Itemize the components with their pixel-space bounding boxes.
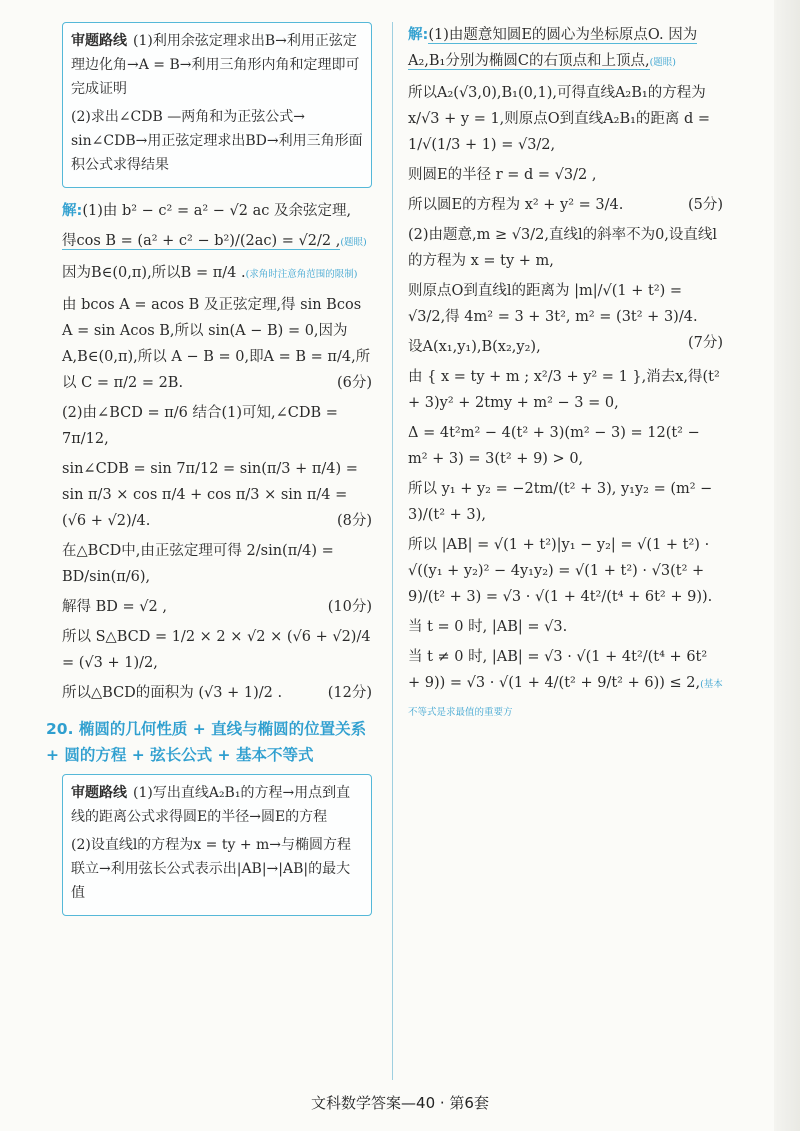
score-mark: (12分) [327, 685, 372, 701]
solution-line: 当 t ≠ 0 时, |AB| = √3 · √(1 + 4t²/(t⁴ + 6t² + 9)) = √3 · √(1 + 4/(t² + 9/t² + 6)) ≤ 2, [408, 649, 708, 691]
left-column [46, 22, 372, 926]
annotation-note: (题眼) [340, 237, 367, 248]
solution-line: 解得 BD = √2 , [62, 599, 167, 615]
right-column [408, 22, 723, 730]
page-footer: 文科数学答案—40 · 第6套 [311, 1094, 489, 1112]
box-line: (2)求出∠CDB —两角和为正弦公式→ sin∠CDB→用正弦定理求出BD→利用三角形面积公式求得结果 [71, 109, 363, 173]
solution-line: 所以 |AB| = √(1 + t²)|y₁ − y₂| = √(1 + t²) · √((y₁ + y₂)² − 4y₁y₂) = √(1 + t²) · √3(t² + 9)/(t² + 3) = √3 · √(1 + 4t²/(t⁴ + 6t² + 9)). [408, 537, 713, 605]
solution-line: 所以 y₁ + y₂ = −2tm/(t² + 3), y₁y₂ = (m² − 3)/(t² + 3), [408, 481, 713, 523]
solution-line: (2)由题意,m ≥ √3/2,直线l的斜率不为0,设直线l的方程为 x = ty + m, [408, 227, 718, 269]
box-line: (1)写出直线A₂B₁的方程→用点到直线的距离公式求得圆E的半径→圆E的方程 [71, 785, 351, 825]
annotation-note: (题眼) [649, 57, 676, 68]
solution-line: 所以△BCD的面积为 (√3 + 1)/2 . [62, 685, 283, 701]
solution-line: 当 t = 0 时, |AB| = √3. [408, 619, 568, 635]
column-divider [392, 22, 393, 1080]
solution-line: 则圆E的半径 r = d = √3/2 , [408, 167, 597, 183]
score-mark: (10分) [327, 599, 372, 615]
solution-line: 所以圆E的方程为 x² + y² = 3/4. [408, 197, 624, 213]
box-title: 审题路线 [71, 33, 127, 49]
annotation-note: (求角时注意角范围的限制) [245, 269, 358, 280]
solution-line: 由 bcos A = acos B 及正弦定理,得 sin Bcos A = sin Acos B,所以 sin(A − B) = 0,因为A,B∈(0,π),所以 A − B = 0,即A = B = π/4,所以 C = π/2 = 2B. [62, 297, 371, 391]
solution-line: 在△BCD中,由正弦定理可得 2/sin(π/4) = BD/sin(π/6), [62, 543, 334, 585]
solution-line: 由 { x = ty + m ; x²/3 + y² = 1 },消去x,得(t² + 3)y² + 2tmy + m² − 3 = 0, [408, 369, 720, 411]
annotation-note: (基本不等式是求最值的重要方 [408, 679, 723, 718]
solution-label: 解: [62, 203, 83, 219]
solution-line: (1)由题意知圆E的圆心为坐标原点O. 因为A₂,B₁分别为椭圆C的右顶点和上顶点, [408, 27, 698, 69]
solution-line: (2)由∠BCD = π/6 结合(1)可知,∠CDB = 7π/12, [62, 405, 338, 447]
solution-line: 设A(x₁,y₁),B(x₂,y₂), [408, 339, 541, 355]
solution-line: 所以 S△BCD = 1/2 × 2 × √2 × (√6 + √2)/4 = (√3 + 1)/2, [62, 629, 371, 671]
solution-line: sin∠CDB = sin 7π/12 = sin(π/3 + π/4) = sin π/3 × cos π/4 + cos π/3 × sin π/4 = (√6 + √2)/4. [62, 461, 358, 529]
solution-label: 解: [408, 27, 429, 43]
question-20-heading: 20. 椭圆的几何性质 + 直线与椭圆的位置关系 + 圆的方程 + 弦长公式 + 基本不等式 [46, 720, 367, 764]
solution-line: Δ = 4t²m² − 4(t² + 3)(m² − 3) = 12(t² − m² + 3) = 3(t² + 9) > 0, [408, 425, 700, 467]
solution-line: 则原点O到直线l的距离为 |m|/√(1 + t²) = √3/2,得 4m² = 3 + 3t², m² = (3t² + 3)/4. [408, 283, 698, 325]
score-mark: (8分) [336, 513, 372, 529]
score-mark: (7分) [687, 335, 723, 351]
solution-line: (1)由 b² − c² = a² − √2 ac 及余弦定理, [82, 203, 352, 219]
box-title: 审题路线 [71, 785, 127, 801]
binding-edge [774, 0, 800, 1131]
box-line: (1)利用余弦定理求出B→利用正弦定理边化角→A = B→利用三角形内角和定理即可完成证明 [71, 33, 360, 97]
review-route-box-1 [62, 22, 372, 188]
review-route-box-2 [62, 774, 372, 916]
box-line: (2)设直线l的方程为x = ty + m→与椭圆方程联立→利用弦长公式表示出|AB|→|AB|的最大值 [71, 837, 352, 901]
score-mark: (6分) [336, 375, 372, 391]
solution-line: 所以A₂(√3,0),B₁(0,1),可得直线A₂B₁的方程为 x/√3 + y = 1,则原点O到直线A₂B₁的距离 d = 1/√(1/3 + 1) = √3/2, [408, 85, 711, 153]
solution-line: 得cos B = (a² + c² − b²)/(2ac) = √2/2 , [62, 233, 341, 249]
score-mark: (5分) [687, 197, 723, 213]
solution-line: 因为B∈(0,π),所以B = π/4 . [62, 265, 246, 281]
